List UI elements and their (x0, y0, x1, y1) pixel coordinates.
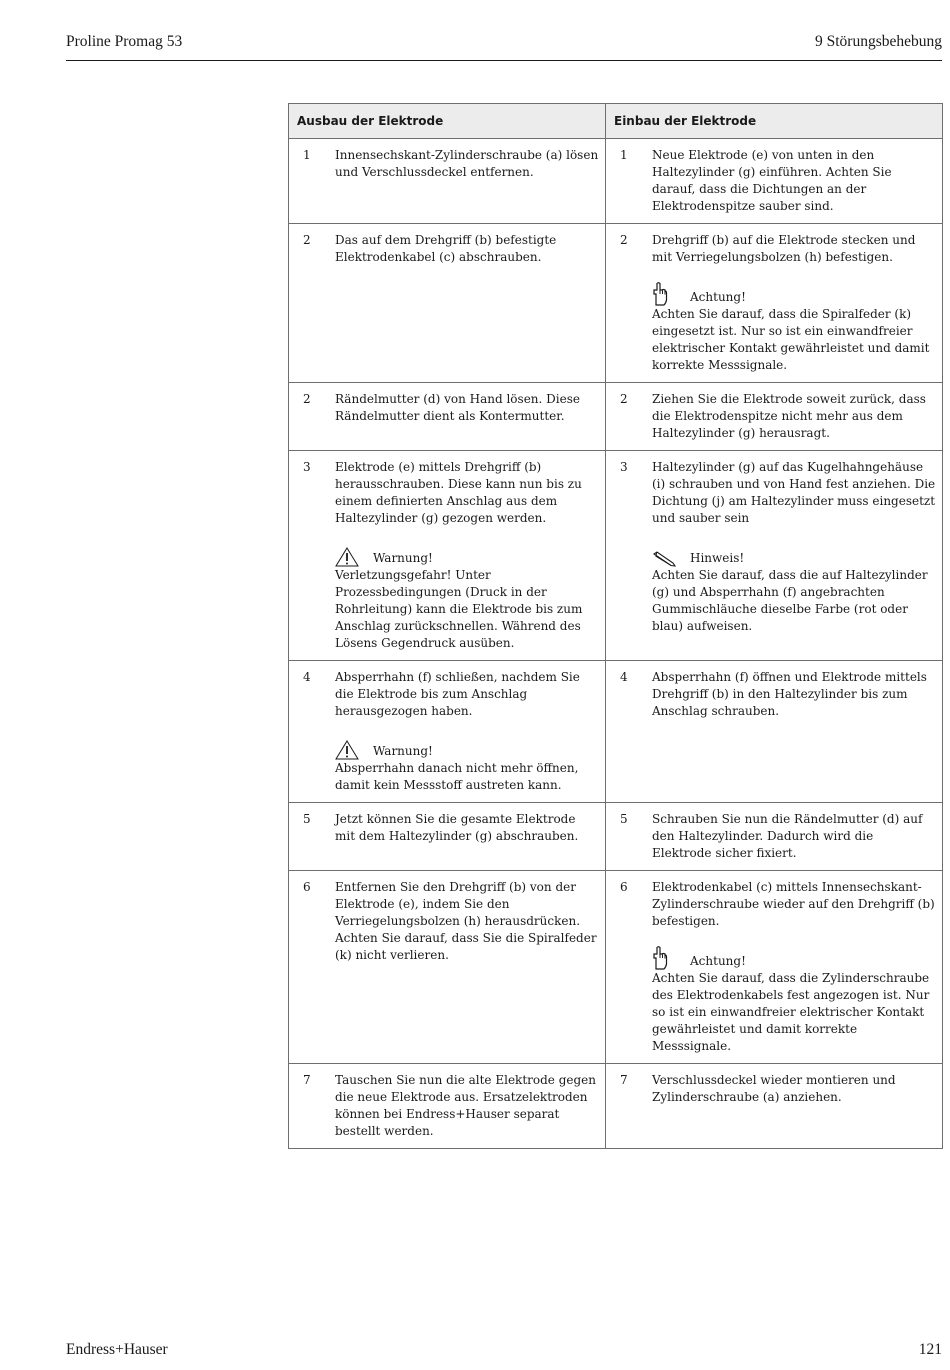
note-text: Absperrhahn danach nicht mehr öffnen, damit kein Messstoff austreten kann. (335, 761, 579, 792)
note-text: Achten Sie darauf, dass die auf Haltezylinder (g) und Absperrhahn (f) angebrachten Gummischläuche dieselbe Farbe (rot oder blau) aufweisen. (652, 568, 928, 633)
warning-note (335, 545, 599, 652)
step-text: Drehgriff (b) auf die Elektrode stecken und mit Verriegelungsbolzen (h) befestigen. (652, 233, 916, 264)
document-title: Proline Promag 53 (66, 33, 183, 50)
step-number: 6 (303, 880, 311, 894)
step-text: Elektrode (e) mittels Drehgriff (b) herausschrauben. Diese kann nun bis zu einem definierten Anschlag aus dem Haltezylinder (g) gezogen werden. (335, 460, 582, 525)
step-number: 2 (620, 392, 628, 406)
note-label: Achtung! (690, 290, 746, 304)
step-number: 2 (620, 233, 628, 247)
section-title: 9 Störungsbehebung (814, 33, 942, 50)
step-text: Rändelmutter (d) von Hand lösen. Diese Rändelmutter dient als Kontermutter. (335, 392, 580, 423)
note-text: Verletzungsgefahr! Unter Prozessbedingungen (Druck in der Rohrleitung) kann die Elektrode bis zum Anschlag zurückschnellen. Während des Lösens Gegendruck ausüben. (335, 568, 583, 650)
removal-step (289, 383, 606, 451)
table-row (289, 871, 943, 1064)
removal-step (289, 803, 606, 871)
step-text: Jetzt können Sie die gesamte Elektrode mit dem Haltezylinder (g) abschrauben. (335, 812, 579, 843)
installation-step (606, 661, 943, 803)
note-label: Warnung! (373, 551, 433, 565)
hint-note (652, 545, 936, 635)
step-number: 6 (620, 880, 628, 894)
col-header-removal: Ausbau der Elektrode (289, 104, 606, 139)
removal-step (289, 224, 606, 383)
installation-step (606, 803, 943, 871)
note-text: Achten Sie darauf, dass die Zylinderschraube des Elektrodenkabels fest angezogen ist. Nur so ist ein einwandfreier elektrischer Kontakt gewährleistet und damit korrekte Messsignale. (652, 971, 930, 1053)
step-number: 3 (303, 460, 311, 474)
table-row (289, 1064, 943, 1149)
header-rule (66, 60, 942, 61)
table-row (289, 383, 943, 451)
step-text: Haltezylinder (g) auf das Kugelhahngehäuse (i) schrauben und von Hand fest anziehen. Die Dichtung (j) am Haltezylinder muss eingesetzt und sauber sein (652, 460, 936, 525)
removal-step (289, 139, 606, 224)
table-row (289, 451, 943, 661)
step-number: 7 (620, 1073, 628, 1087)
step-text: Absperrhahn (f) schließen, nachdem Sie die Elektrode bis zum Anschlag herausgezogen haben. (335, 670, 580, 718)
step-number: 5 (303, 812, 311, 826)
note-text: Achten Sie darauf, dass die Spiralfeder (k) eingesetzt ist. Nur so ist ein einwandfreier elektrischer Kontakt gewährleistet und damit korrekte Messsignale. (652, 307, 930, 372)
step-number: 5 (620, 812, 628, 826)
step-number: 1 (620, 148, 628, 162)
step-number: 4 (620, 670, 628, 684)
step-text: Innensechskant-Zylinderschraube (a) lösen und Verschlussdeckel entfernen. (335, 148, 599, 179)
removal-step (289, 451, 606, 661)
removal-step (289, 1064, 606, 1149)
step-number: 2 (303, 392, 311, 406)
table-row (289, 224, 943, 383)
note-label: Achtung! (690, 954, 746, 968)
step-text: Ziehen Sie die Elektrode soweit zurück, dass die Elektrodenspitze nicht mehr aus dem Haltezylinder (g) herausragt. (652, 392, 926, 440)
step-number: 3 (620, 460, 628, 474)
pencil-icon (652, 551, 690, 567)
step-text: Schrauben Sie nun die Rändelmutter (d) auf den Haltezylinder. Dadurch wird die Elektrode sicher fixiert. (652, 812, 923, 860)
warning-triangle-icon (335, 547, 373, 567)
caution-note (652, 948, 936, 1055)
installation-step (606, 383, 943, 451)
installation-step (606, 451, 943, 661)
warning-triangle-icon (335, 740, 373, 760)
step-number: 1 (303, 148, 311, 162)
hand-pointer-icon (652, 946, 690, 970)
installation-step (606, 139, 943, 224)
table-row (289, 661, 943, 803)
step-number: 4 (303, 670, 311, 684)
note-label: Warnung! (373, 744, 433, 758)
removal-step (289, 661, 606, 803)
step-text: Entfernen Sie den Drehgriff (b) von der Elektrode (e), indem Sie den Verriegelungsbolzen (h) herausdrücken. Achten Sie darauf, dass Sie die Spiralfeder (k) nicht verlieren. (335, 880, 597, 962)
caution-note (652, 284, 936, 374)
col-header-installation: Einbau der Elektrode (606, 104, 943, 139)
brand-footer: Endress+Hauser (66, 1341, 168, 1358)
table-row (289, 139, 943, 224)
step-number: 2 (303, 233, 311, 247)
installation-step (606, 871, 943, 1064)
step-text: Elektrodenkabel (c) mittels Innensechskant-Zylinderschraube wieder auf den Drehgriff (b) befestigen. (652, 880, 935, 928)
step-text: Absperrhahn (f) öffnen und Elektrode mittels Drehgriff (b) in den Haltezylinder bis zum Anschlag schrauben. (652, 670, 927, 718)
page-number: 121 (918, 1341, 942, 1358)
table-row (289, 803, 943, 871)
installation-step (606, 1064, 943, 1149)
step-text: Das auf dem Drehgriff (b) befestigte Elektrodenkabel (c) abschrauben. (335, 233, 557, 264)
electrode-procedure-table (288, 103, 943, 1149)
hand-pointer-icon (652, 282, 690, 306)
step-number: 7 (303, 1073, 311, 1087)
removal-step (289, 871, 606, 1064)
installation-step (606, 224, 943, 383)
step-text: Neue Elektrode (e) von unten in den Haltezylinder (g) einführen. Achten Sie darauf, dass die Dichtungen an der Elektrodenspitze sauber sind. (652, 148, 892, 213)
step-text: Verschlussdeckel wieder montieren und Zylinderschraube (a) anziehen. (652, 1073, 896, 1104)
step-text: Tauschen Sie nun die alte Elektrode gegen die neue Elektrode aus. Ersatzelektroden können bei Endress+Hauser separat bestellt werden. (335, 1073, 596, 1138)
note-label: Hinweis! (690, 551, 745, 565)
warning-note (335, 738, 599, 794)
